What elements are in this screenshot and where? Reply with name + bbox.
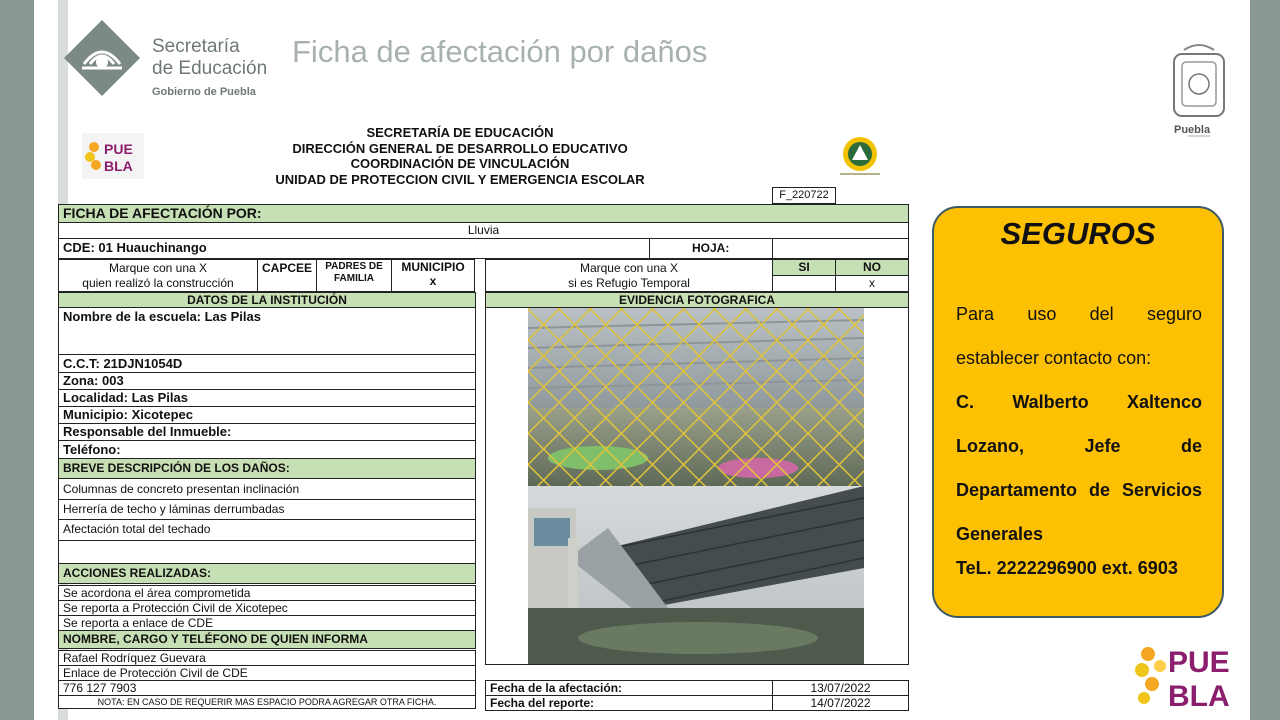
dano-item bbox=[58, 540, 476, 564]
informa-header: NOMBRE, CARGO Y TELÉFONO DE QUIEN INFORMA bbox=[58, 630, 476, 649]
seguros-contact: C. Walberto Xaltenco Lozano, Jefe de Departamento de Servicios Generales bbox=[956, 392, 1202, 544]
head-line: COORDINACIÓN DE VINCULACIÓN bbox=[350, 156, 570, 171]
cde: CDE: 01 Huauchinango bbox=[58, 238, 650, 259]
proteccion-civil-logo-icon bbox=[834, 134, 890, 180]
fecha-afectacion-value: 13/07/2022 bbox=[772, 680, 909, 696]
zona: Zona: 003 bbox=[58, 372, 476, 390]
municipio-box bbox=[391, 259, 475, 292]
svg-text:BLA: BLA bbox=[1168, 680, 1230, 710]
left-frame bbox=[0, 0, 34, 720]
datos-institucion-header: DATOS DE LA INSTITUCIÓN bbox=[58, 292, 476, 308]
svg-text:BLA: BLA bbox=[104, 158, 133, 174]
informa-item: 776 127 7903 bbox=[58, 680, 476, 696]
fecha-reporte-value: 14/07/2022 bbox=[772, 695, 909, 711]
marque-line2: quien realizó la construcción bbox=[82, 276, 234, 290]
accion-item: Se acordona el área comprometida bbox=[58, 585, 476, 601]
svg-text:PUE: PUE bbox=[1168, 646, 1230, 679]
puebla-brand-logo-icon bbox=[1134, 640, 1246, 710]
logo-line1: Secretaría bbox=[152, 36, 240, 57]
nota: NOTA: EN CASO DE REQUERIR MAS ESPACIO PODRA AGREGAR OTRA FICHA. bbox=[58, 695, 476, 709]
ficha-label: FICHA DE AFECTACIÓN POR: bbox=[58, 204, 909, 223]
seal-label: Puebla bbox=[1174, 124, 1211, 136]
refugio-label bbox=[485, 259, 773, 292]
puebla-logo-icon bbox=[82, 133, 144, 179]
marque-construccion bbox=[58, 259, 258, 292]
nombre-escuela: Nombre de la escuela: Las Pilas bbox=[58, 307, 476, 355]
hoja-label: HOJA: bbox=[649, 238, 773, 259]
slide-title: Ficha de afectación por daños bbox=[292, 34, 708, 69]
evidence-photos bbox=[528, 308, 864, 664]
svg-text:PUE: PUE bbox=[104, 141, 133, 157]
accion-item: Se reporta a enlace de CDE bbox=[58, 615, 476, 631]
evidencia-header: EVIDENCIA FOTOGRAFICA bbox=[485, 292, 909, 308]
hoja-value bbox=[772, 238, 909, 259]
capcee: CAPCEE bbox=[257, 259, 317, 292]
seguros-title: SEGUROS bbox=[1000, 216, 1156, 251]
seguros-body bbox=[956, 292, 1202, 556]
document-heading bbox=[234, 125, 686, 187]
head-line: DIRECCIÓN GENERAL DE DESARROLLO EDUCATIVO bbox=[292, 140, 628, 156]
slide bbox=[34, 0, 1250, 720]
informa-item: Rafael Rodríquez Guevara bbox=[58, 650, 476, 666]
cct: C.C.T: 21DJN1054D bbox=[58, 354, 476, 373]
tipo-afectacion: Lluvia bbox=[58, 222, 909, 239]
fecha-reporte-label: Fecha del reporte: bbox=[485, 695, 773, 711]
head-line: SECRETARÍA DE EDUCACIÓN bbox=[366, 125, 554, 140]
logo-line2: de Educación bbox=[152, 58, 268, 79]
dano-item: Afectación total del techado bbox=[58, 519, 476, 541]
logo-text bbox=[152, 36, 267, 80]
fecha-afectacion-label: Fecha de la afectación: bbox=[485, 680, 773, 696]
no-label: NO bbox=[835, 259, 909, 276]
right-frame bbox=[1250, 0, 1280, 720]
photo-roof-mesh bbox=[528, 308, 864, 486]
seguros-telefono: TeL. 2222296900 ext. 6903 bbox=[956, 558, 1178, 578]
telefono: Teléfono: bbox=[58, 440, 476, 459]
logo-subtitle: Gobierno de Puebla bbox=[152, 86, 256, 98]
padres-familia: PADRES DE FAMILIA bbox=[316, 259, 392, 292]
breve-descripcion-header: BREVE DESCRIPCIÓN DE LOS DAÑOS: bbox=[58, 458, 476, 479]
dano-item: Columnas de concreto presentan inclinación bbox=[58, 478, 476, 500]
informa-item: Enlace de Protección Civil de CDE bbox=[58, 665, 476, 681]
municipio: Municipio: Xicotepec bbox=[58, 406, 476, 424]
head-line: UNIDAD DE PROTECCION CIVIL Y EMERGENCIA ESCOLAR bbox=[275, 171, 645, 187]
si-value bbox=[772, 275, 836, 292]
refugio-line1: Marque con una X bbox=[579, 261, 679, 275]
localidad: Localidad: Las Pilas bbox=[58, 389, 476, 407]
dano-item: Herrería de techo y láminas derrumbadas bbox=[58, 499, 476, 520]
municipio-label: MUNICIPIO bbox=[401, 260, 465, 274]
accion-item: Se reporta a Protección Civil de Xicotepec bbox=[58, 600, 476, 616]
acciones-header: ACCIONES REALIZADAS: bbox=[58, 563, 476, 584]
seguros-intro: Para uso del seguro establecer contacto con: bbox=[956, 304, 1202, 368]
folio: F_220722 bbox=[772, 187, 836, 204]
municipio-x: x bbox=[429, 274, 437, 288]
no-value: x bbox=[835, 275, 909, 292]
seguros-panel bbox=[932, 206, 1224, 618]
responsable: Responsable del Inmueble: bbox=[58, 423, 476, 441]
secretaria-educacion-logo-icon bbox=[62, 18, 142, 98]
photo-collapsed-roof bbox=[528, 486, 864, 664]
marque-line1: Marque con una X bbox=[108, 261, 208, 275]
si-label: SI bbox=[772, 259, 836, 276]
refugio-line2: si es Refugio Temporal bbox=[568, 276, 690, 290]
